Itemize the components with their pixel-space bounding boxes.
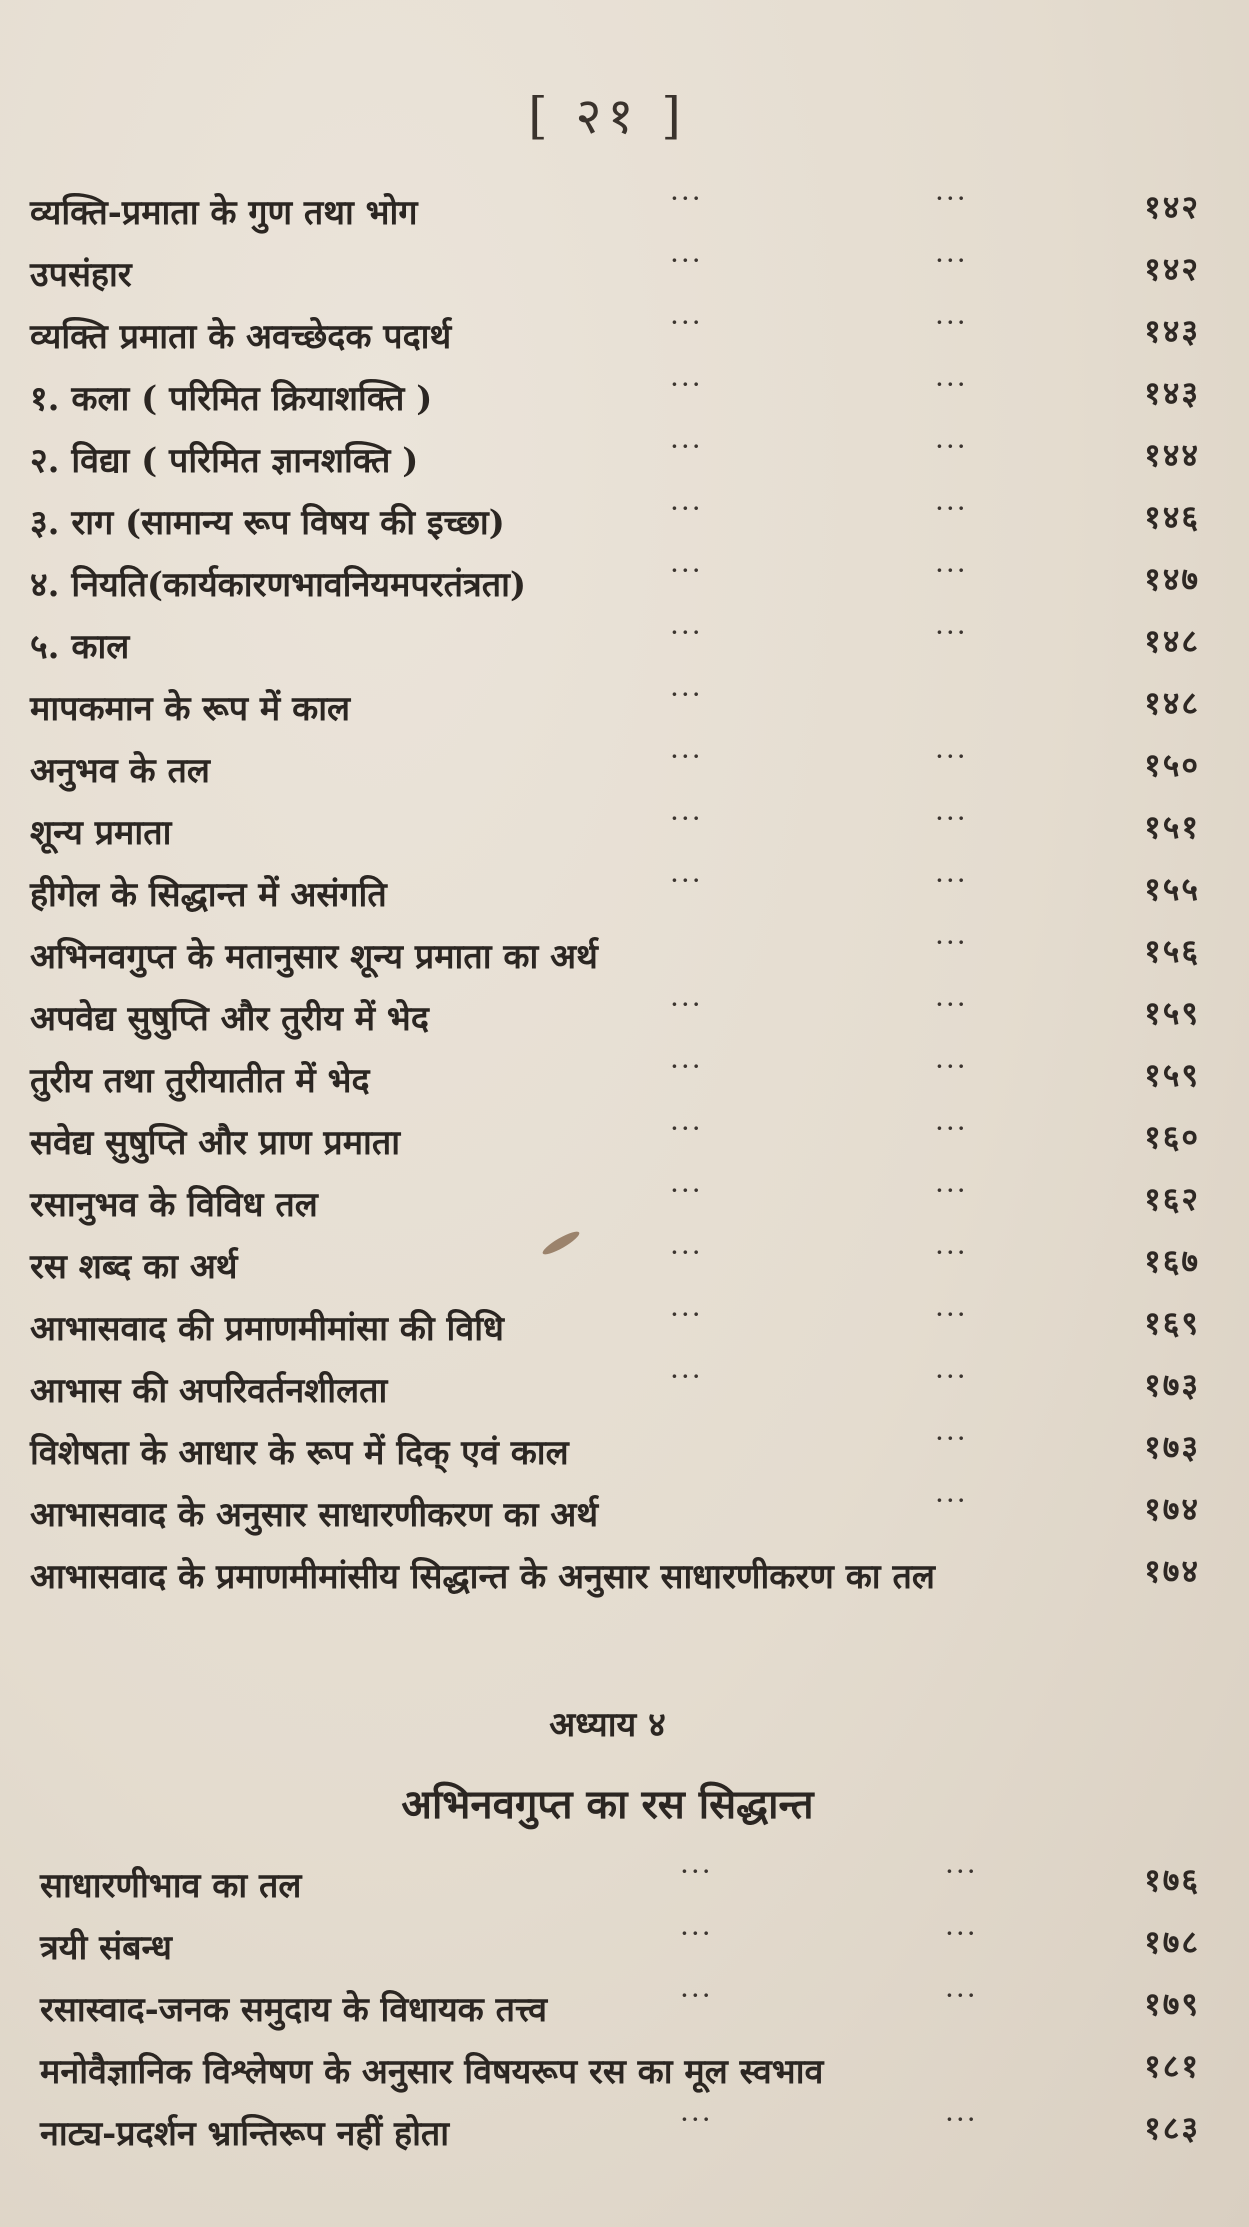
leader-dots: ··· [670, 864, 703, 897]
toc-entry [30, 1484, 1200, 1546]
leader-dots: ··· [945, 2103, 978, 2136]
entry-page-number: १८१ [1144, 2047, 1200, 2085]
entry-title: आभासवाद के प्रमाणमीमांसीय सिद्धान्त के अनुसार साधारणीकरण का तल [30, 1557, 935, 1597]
leader-dots: ··· [935, 1174, 968, 1207]
leader-dots: ··· [670, 182, 703, 215]
chapter-contents [40, 1855, 1200, 2165]
entry-title: ४. नियति(कार्यकारणभावनियमपरतंत्रता) [30, 565, 527, 605]
table-of-contents [30, 182, 1200, 1608]
entry-page-number: १७४ [1144, 1490, 1200, 1528]
entry-title: रस शब्द का अर्थ [30, 1247, 238, 1287]
leader-dots: ··· [935, 554, 968, 587]
leader-dots: ··· [670, 1112, 703, 1145]
leader-dots: ··· [935, 430, 968, 463]
entry-title: त्रयी संबन्ध [40, 1928, 172, 1968]
entry-title: मनोवैज्ञानिक विश्लेषण के अनुसार विषयरूप रस का मूल स्वभाव [40, 2052, 824, 2092]
toc-entry [40, 1855, 1200, 1917]
entry-title: नाट्य-प्रदर्शन भ्रान्तिरूप नहीं होता [40, 2114, 450, 2154]
leader-dots: ··· [670, 306, 703, 339]
leader-dots: ··· [935, 182, 968, 215]
entry-page-number: १७३ [1144, 1428, 1200, 1466]
leader-dots: ··· [680, 1917, 713, 1950]
leader-dots: ··· [670, 988, 703, 1021]
entry-page-number: १४२ [1144, 250, 1200, 288]
toc-entry [40, 1917, 1200, 1979]
leader-dots: ··· [935, 1050, 968, 1083]
entry-title: रसास्वाद-जनक समुदाय के विधायक तत्त्व [40, 1990, 548, 2030]
toc-entry [30, 926, 1200, 988]
leader-dots: ··· [680, 2103, 713, 2136]
leader-dots: ··· [945, 1855, 978, 1888]
leader-dots: ··· [935, 864, 968, 897]
entry-page-number: १६७ [1144, 1242, 1200, 1280]
entry-page-number: १४८ [1144, 622, 1200, 660]
entry-title: आभासवाद के अनुसार साधारणीकरण का अर्थ [30, 1495, 599, 1535]
leader-dots: ··· [670, 430, 703, 463]
entry-title: तुरीय तथा तुरीयातीत में भेद [30, 1061, 370, 1101]
leader-dots: ··· [670, 1174, 703, 1207]
leader-dots: ··· [935, 1484, 968, 1517]
leader-dots: ··· [680, 1979, 713, 2012]
leader-dots: ··· [670, 1050, 703, 1083]
toc-entry [30, 492, 1200, 554]
leader-dots: ··· [670, 554, 703, 587]
leader-dots: ··· [935, 306, 968, 339]
toc-entry [30, 1112, 1200, 1174]
chapter-title: अभिनवगुप्त का रस सिद्धान्त [401, 1781, 814, 1828]
leader-dots: ··· [670, 1360, 703, 1393]
leader-dots: ··· [670, 678, 703, 711]
entry-page-number: १४७ [1144, 560, 1200, 598]
entry-title: सवेद्य सुषुप्ति और प्राण प्रमाता [30, 1123, 401, 1163]
leader-dots: ··· [935, 926, 968, 959]
toc-entry [40, 2041, 1200, 2103]
entry-page-number: १६० [1144, 1118, 1200, 1156]
entry-title: १. कला ( परिमित क्रियाशक्ति ) [30, 379, 433, 419]
leader-dots: ··· [935, 492, 968, 525]
leader-dots: ··· [670, 1236, 703, 1269]
page-number: [ २१ ] [528, 87, 687, 145]
chapter-number: अध्याय ४ [549, 1705, 666, 1745]
toc-entry [30, 678, 1200, 740]
leader-dots: ··· [680, 1855, 713, 1888]
toc-entry [30, 182, 1200, 244]
entry-page-number: १५१ [1144, 808, 1200, 846]
entry-title: आभासवाद की प्रमाणमीमांसा की विधि [30, 1309, 504, 1349]
toc-entry [30, 244, 1200, 306]
entry-title: हीगेल के सिद्धान्त में असंगति [30, 875, 387, 915]
entry-title: ५. काल [30, 627, 130, 667]
leader-dots: ··· [935, 740, 968, 773]
toc-entry [30, 988, 1200, 1050]
entry-page-number: १४८ [1144, 684, 1200, 722]
toc-entry [30, 1360, 1200, 1422]
toc-entry [40, 2103, 1200, 2165]
toc-entry [30, 802, 1200, 864]
toc-entry [30, 616, 1200, 678]
entry-title: अपवेद्य सुषुप्ति और तुरीय में भेद [30, 999, 429, 1039]
toc-entry [30, 1422, 1200, 1484]
toc-entry [30, 1546, 1200, 1608]
leader-dots: ··· [670, 802, 703, 835]
toc-entry [30, 554, 1200, 616]
entry-page-number: १८३ [1144, 2109, 1200, 2147]
entry-page-number: १५६ [1144, 932, 1200, 970]
leader-dots: ··· [935, 244, 968, 277]
toc-entry [30, 740, 1200, 802]
leader-dots: ··· [935, 368, 968, 401]
entry-title: मापकमान के रूप में काल [30, 689, 351, 729]
toc-entry [30, 1174, 1200, 1236]
entry-title: आभास की अपरिवर्तनशीलता [30, 1371, 388, 1411]
entry-title: २. विद्या ( परिमित ज्ञानशक्ति ) [30, 441, 419, 481]
entry-page-number: १७६ [1144, 1861, 1200, 1899]
leader-dots: ··· [935, 1422, 968, 1455]
leader-dots: ··· [935, 1236, 968, 1269]
toc-entry [30, 1236, 1200, 1298]
entry-page-number: १६९ [1144, 1304, 1200, 1342]
toc-entry [30, 368, 1200, 430]
toc-entry [30, 1298, 1200, 1360]
entry-page-number: १७८ [1144, 1923, 1200, 1961]
entry-page-number: १४६ [1144, 498, 1200, 536]
leader-dots: ··· [670, 616, 703, 649]
entry-page-number: १५० [1144, 746, 1200, 784]
leader-dots: ··· [670, 740, 703, 773]
entry-title: रसानुभव के विविध तल [30, 1185, 318, 1225]
entry-title: उपसंहार [30, 255, 132, 295]
entry-page-number: १४३ [1144, 374, 1200, 412]
entry-page-number: १५९ [1144, 1056, 1200, 1094]
entry-title: व्यक्ति प्रमाता के अवच्छेदक पदार्थ [30, 317, 452, 357]
leader-dots: ··· [670, 368, 703, 401]
leader-dots: ··· [670, 244, 703, 277]
entry-page-number: १४३ [1144, 312, 1200, 350]
entry-title: साधारणीभाव का तल [40, 1866, 302, 1906]
entry-page-number: १५५ [1144, 870, 1200, 908]
leader-dots: ··· [935, 1360, 968, 1393]
entry-page-number: १४२ [1144, 188, 1200, 226]
entry-page-number: १६२ [1144, 1180, 1200, 1218]
entry-page-number: १७४ [1144, 1552, 1200, 1590]
toc-entry [40, 1979, 1200, 2041]
leader-dots: ··· [935, 988, 968, 1021]
leader-dots: ··· [935, 1112, 968, 1145]
leader-dots: ··· [945, 1979, 978, 2012]
leader-dots: ··· [935, 616, 968, 649]
leader-dots: ··· [935, 1298, 968, 1331]
entry-title: अनुभव के तल [30, 751, 210, 791]
toc-entry [30, 430, 1200, 492]
entry-page-number: १७९ [1144, 1985, 1200, 2023]
entry-title: शून्य प्रमाता [30, 813, 172, 853]
toc-entry [30, 864, 1200, 926]
entry-title: अभिनवगुप्त के मतानुसार शून्य प्रमाता का अर्थ [30, 937, 598, 977]
entry-title: विशेषता के आधार के रूप में दिक् एवं काल [30, 1433, 569, 1473]
entry-page-number: १५९ [1144, 994, 1200, 1032]
leader-dots: ··· [670, 1298, 703, 1331]
entry-title: ३. राग (सामान्य रूप विषय की इच्छा) [30, 503, 505, 543]
leader-dots: ··· [945, 1917, 978, 1950]
entry-title: व्यक्ति-प्रमाता के गुण तथा भोग [30, 193, 418, 233]
entry-page-number: १४४ [1144, 436, 1200, 474]
leader-dots: ··· [935, 802, 968, 835]
leader-dots: ··· [670, 492, 703, 525]
toc-entry [30, 306, 1200, 368]
entry-page-number: १७३ [1144, 1366, 1200, 1404]
toc-entry [30, 1050, 1200, 1112]
